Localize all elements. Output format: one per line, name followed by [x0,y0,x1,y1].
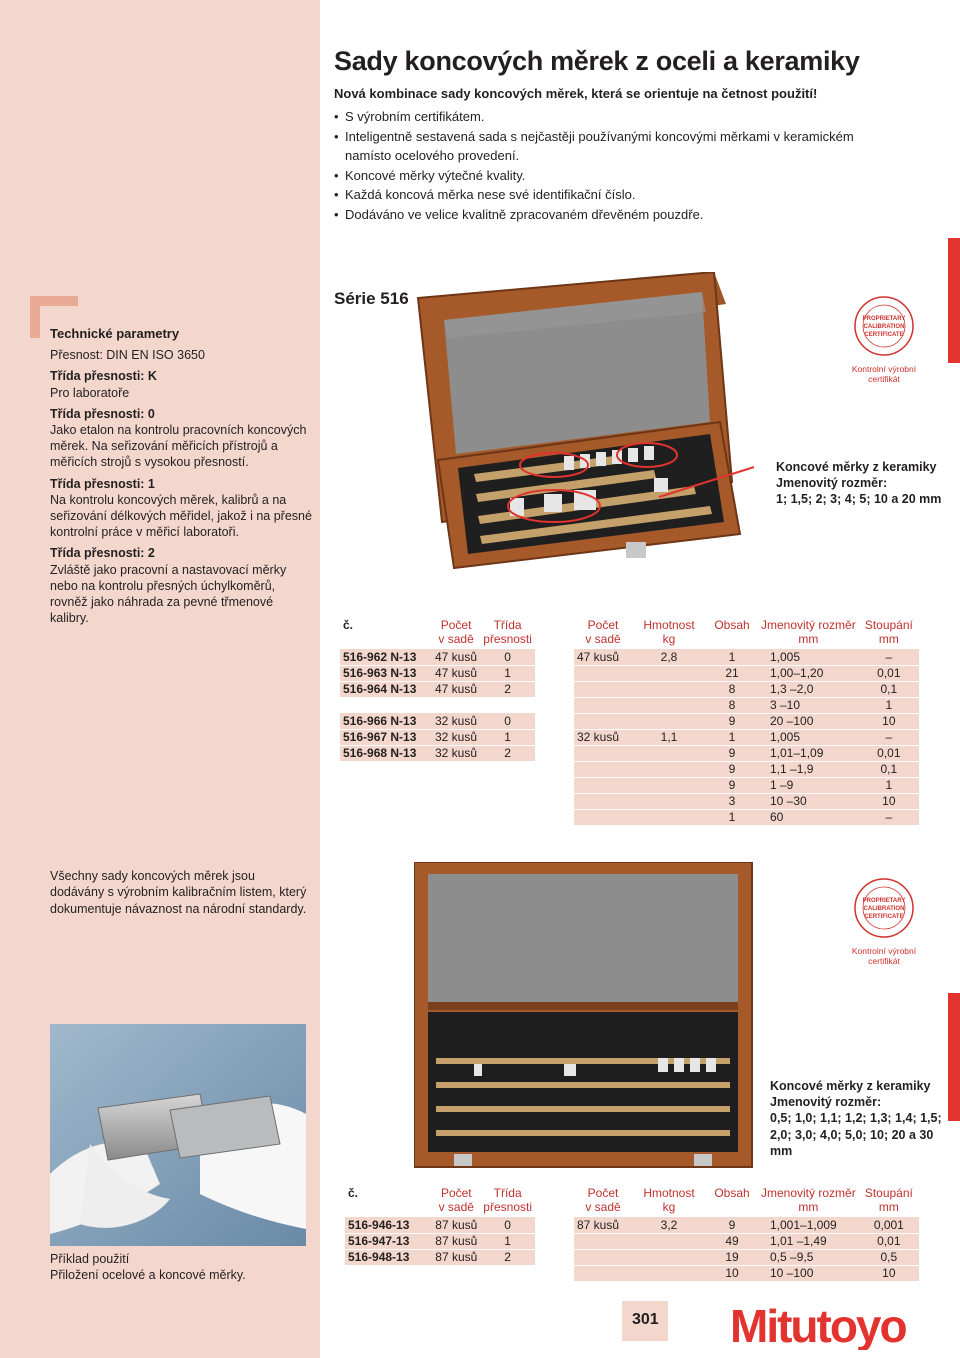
table-row: 516-967 N-13 32 kusů 1 [340,729,535,745]
certificate-seal [844,295,924,384]
table-row: 516-963 N-13 47 kusů 1 [340,665,535,681]
col-content: Obsah [714,1186,750,1200]
page-title: Sady koncových měrek z oceli a keramiky [334,46,860,76]
seal-text-3: CERTIFICATE [864,332,904,338]
class-0-title: Třída přesnosti: 0 [50,406,155,421]
class-0-text: Jako etalon na kontrolu pracovních koncových měrek. Na seřizování měřicích přístrojů a měřicích strojů s vysokou přesností. [50,423,307,470]
seal-text-3: CERTIFICATE [864,914,904,920]
seal-text-1: PROPRIETARY [862,316,906,322]
gauge-block-case-photo-large [414,862,754,1172]
calibration-note: Všechny sady koncových měrek jsou dodávány s výrobním kalibračním listem, který dokumentuje návaznost na národní standardy. [50,869,307,916]
col-nominal: Jmenovitý rozměr mm [761,618,856,646]
caption-subtitle: Jmenovitý rozměr: [770,1095,882,1110]
feature-item: • Dodáváno ve velice kvalitně zpracovaném dřevěném pouzdře. [334,205,894,225]
col-count: Počet v sadě [585,618,621,646]
table-row: 1 60 – [574,809,919,825]
sets-table-1 [340,618,535,762]
table-row: 516-968 N-13 32 kusů 2 [340,745,535,761]
caption-title: Koncové měrky z keramiky [776,460,937,474]
page-subtitle: Nová kombinace sady koncových měrek, která se orientuje na četnost použití! [334,86,818,101]
contents-table-1 [574,618,919,826]
table-row: 516-962 N-13 47 kusů 0 [340,649,535,665]
usage-photo [50,1024,306,1246]
table-row: 3 10 –30 10 [574,793,919,809]
table-row: 516-966 N-13 32 kusů 0 [340,713,535,729]
table-row: 9 1,01–1,09 0,01 [574,745,919,761]
feature-list [334,107,894,225]
col-step: Stoupání mm [864,618,913,646]
right-edge-tab [948,238,960,363]
series-label: Série 516 [334,289,409,308]
table-row: 516-964 N-13 47 kusů 2 [340,681,535,697]
table-spacer-row [340,697,535,713]
class-1-title: Třída přesnosti: 1 [50,476,155,491]
certificate-seal-icon [844,295,924,357]
class-1-text: Na kontrolu koncových měrek, kalibrů a na seřizování délkových měřidel, jakož i na přesné kontrolní práce v měřicí laboratoři. [50,492,312,540]
tech-heading: Technické parametry [50,326,180,341]
tech-class-2 [50,545,312,626]
caption-subtitle: Jmenovitý rozměr: [776,476,888,491]
table-row: 10 10 –100 10 [574,1265,919,1281]
class-2-title: Třída přesnosti: 2 [50,546,155,561]
table-row: 9 1,1 –1,9 0,1 [574,761,919,777]
col-count: Počet v sadě [585,1186,621,1214]
table-header-row [574,618,919,649]
table-row: 19 0,5 –9,5 0,5 [574,1249,919,1265]
col-code: č. [348,1186,359,1200]
usage-text: Přiložení ocelové a koncové měrky. [50,1268,246,1283]
seal-label: Kontrolní výrobní certifikát [851,364,917,384]
table-row: 516-946-13 87 kusů 0 [345,1217,535,1233]
gauge-block-case-photo [414,272,754,582]
tech-class-1 [50,476,312,541]
class-2-text: Zvláště jako pracovní a nastavovací měrky nebo na kontrolu přesných úchylkoměrů, rovněž jako náhrada za pevné třmenové kalibry. [50,562,287,626]
col-mass: Hmotnost kg [643,1186,695,1214]
brand-wordmark: Mitutoyo [730,1300,906,1350]
seal-label: Kontrolní výrobní certifikát [851,946,917,966]
table-header-row [345,1186,535,1217]
technical-parameters [50,326,312,631]
sets-table-2 [345,1186,535,1266]
tech-class-0 [50,406,312,471]
seal-text-2: CALIBRATION [863,906,905,912]
feature-item: • S výrobním certifikátem. [334,107,894,127]
table-row: 9 1 –9 1 [574,777,919,793]
table-row: 516-947-13 87 kusů 1 [345,1233,535,1249]
table-row: 21 1,00–1,20 0,01 [574,665,919,681]
page-number: 301 [632,1311,659,1328]
feature-item: • Koncové měrky výtečné kvality. [334,166,894,186]
table-row: 32 kusů 1,1 1 1,005 – [574,729,919,745]
certificate-seal [844,877,924,966]
class-k-title: Třída přesnosti: K [50,369,157,384]
col-count: Počet v sadě [438,1186,474,1214]
table-row: 516-948-13 87 kusů 2 [345,1249,535,1265]
feature-item: • Každá koncová měrka nese své identifikační číslo. [334,185,894,205]
table-row: 87 kusů 3,2 9 1,001–1,009 0,001 [574,1217,919,1233]
table-row: 47 kusů 2,8 1 1,005 – [574,649,919,665]
table-row: 8 1,3 –2,0 0,1 [574,681,919,697]
usage-title: Příklad použití [50,1252,130,1266]
col-nominal: Jmenovitý rozměr mm [761,1186,856,1214]
mitutoyo-logo [728,1300,924,1355]
col-content: Obsah [714,618,750,632]
table-row: 9 20 –100 10 [574,713,919,729]
feature-item: • Inteligentně sestavená sada s nejčastěji používanými koncovými měrkami v keramickém namísto ocelového provedení. [334,127,894,166]
col-code: č. [343,618,354,632]
seal-text-1: PROPRIETARY [862,898,906,904]
contents-table-2 [574,1186,919,1282]
table-header-row [574,1186,919,1217]
usage-caption [50,1251,246,1284]
table-row: 8 3 –10 1 [574,697,919,713]
col-step: Stoupání mm [864,1186,913,1214]
col-count: Počet v sadě [438,618,474,646]
col-class: Třída přesnosti [483,618,532,646]
caption-values: 1; 1,5; 2; 3; 4; 5; 10 a 20 mm [776,492,942,507]
caption-values: 0,5; 1,0; 1,1; 1,2; 1,3; 1,4; 1,5; 2,0; 3,0; 4,0; 5,0; 10; 20 a 30 mm [770,1111,942,1158]
tech-class-k [50,368,312,400]
caption-title: Koncové měrky z keramiky [770,1079,931,1093]
col-class: Třída přesnosti [483,1186,532,1214]
seal-text-2: CALIBRATION [863,324,905,330]
table-row: 49 1,01 –1,49 0,01 [574,1233,919,1249]
ceramic-caption-2 [770,1078,950,1159]
col-mass: Hmotnost kg [643,618,695,646]
tech-accuracy: Přesnost: DIN EN ISO 3650 [50,348,205,363]
table-header-row [340,618,535,649]
certificate-seal-icon [844,877,924,939]
class-k-text: Pro laboratoře [50,385,130,400]
ceramic-caption-1 [776,459,956,508]
